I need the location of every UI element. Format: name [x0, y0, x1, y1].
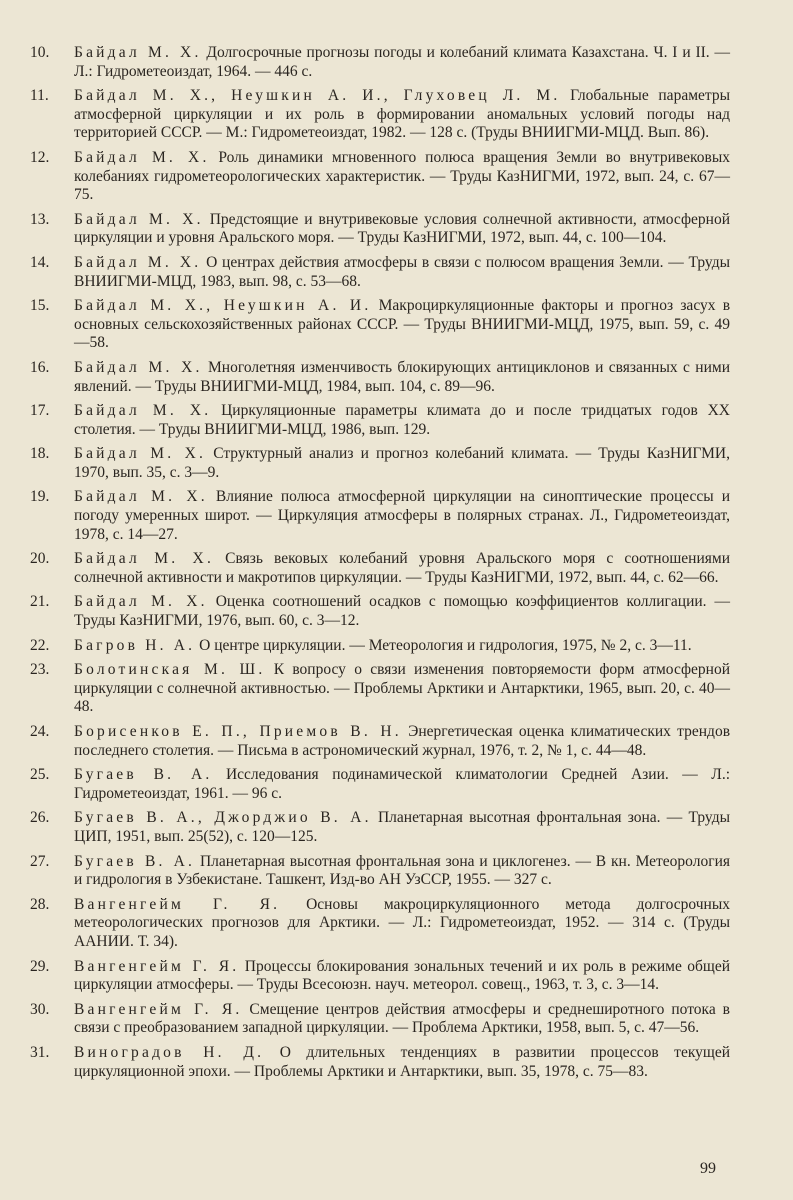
reference-text: Роль динамики мгновенного полюса вращения Земли во внутривековых колебаниях гидрометеорологических характеристик. — Труды КазНИГМИ, 1972, вып. 24, с. 67—75. [74, 148, 730, 204]
reference-text-block [74, 149, 730, 205]
reference-item [30, 359, 730, 396]
reference-number: 30. [30, 1000, 50, 1018]
reference-text: Связь вековых колебаний уровня Аральского моря с соотношениями солнечной активности и макротипов циркуляции. — Труды КазНИГМИ, 1972, вып. 44, с. 62—66. [74, 550, 730, 586]
reference-text: Предстоящие и внутривековые условия солнечной активности, атмосферной циркуляции и уровня Аральского моря. — Труды КазНИГМИ, 1972, вып. 44, с. 100—104. [74, 210, 730, 247]
reference-item [30, 149, 730, 205]
reference-text-block [74, 896, 730, 952]
reference-author: Вангенгейм Г. Я. [74, 1000, 243, 1018]
reference-text-block [74, 661, 730, 717]
reference-text-block [74, 550, 730, 587]
reference-author: Байдал М. Х. [74, 402, 212, 420]
reference-item [30, 445, 730, 482]
reference-text-block [74, 402, 730, 439]
reference-number: 28. [30, 895, 50, 913]
reference-author: Вангенгейм Г. Я. [74, 957, 240, 975]
reference-item [30, 402, 730, 439]
reference-text: К вопросу о связи изменения повторяемости форм атмосферной циркуляции с солнечной активностью. — Проблемы Арктики и Антарктики, 1965, вып. 20, с. 40—48. [74, 661, 731, 716]
reference-number: 31. [30, 1043, 50, 1061]
reference-text: Оценка соотношений осадков с помощью коэффициентов коллигации. — Труды КазНИГМИ, 1976, вып. 60, с. 3—12. [74, 593, 731, 630]
reference-number: 26. [30, 809, 50, 827]
reference-text-block [74, 766, 730, 803]
reference-number: 13. [30, 210, 50, 228]
reference-text: Планетарная высотная фронтальная зона и циклогенез. — В кн. Метеорология и гидрология в Узбекистане. Ташкент, Изд-во АН УзССР, 1955. — 327 с. [74, 852, 730, 889]
reference-number: 20. [30, 550, 50, 568]
reference-number: 19. [30, 488, 50, 506]
reference-text-block [74, 637, 730, 656]
reference-item [30, 809, 730, 846]
reference-item [30, 87, 730, 143]
reference-text: О центре циркуляции. — Метеорология и гидрология, 1975, № 2, с. 3—11. [199, 636, 692, 654]
reference-number: 10. [30, 44, 50, 61]
reference-text: Планетарная высотная фронтальная зона. — Труды ЦИП, 1951, вып. 25(52), с. 120—125. [74, 809, 730, 845]
reference-list [30, 44, 730, 1087]
reference-author: Вангенгейм Г. Я. [74, 895, 281, 913]
reference-text: Долгосрочные прогнозы погоды и колебаний климата Казахстана. Ч. I и II. — Л.: Гидрометеоиздат, 1964. — 446 с. [74, 44, 731, 80]
reference-number: 17. [30, 402, 50, 420]
reference-text-block [74, 723, 730, 760]
reference-author: Байдал М. Х. [74, 488, 208, 506]
reference-author: Бугаев В. А. [74, 766, 213, 784]
reference-author: Байдал М. Х., Неушкин А. И. [74, 297, 372, 315]
reference-text-block [74, 254, 730, 291]
reference-author: Байдал М. Х. [74, 550, 215, 568]
reference-text: Смещение центров действия атмосферы и среднеширотного потока в связи с преобразованием западной циркуляции. — Проблема Арктики, 1958, вып. 5, с. 47—56. [74, 1000, 730, 1037]
reference-item [30, 661, 730, 717]
reference-item [30, 44, 730, 81]
reference-author: Багров Н. А. [74, 636, 196, 654]
reference-item [30, 1001, 730, 1038]
reference-number: 24. [30, 723, 50, 740]
reference-number: 16. [30, 358, 50, 376]
reference-text-block [74, 445, 730, 482]
reference-text-block [74, 297, 730, 353]
reference-author: Байдал М. Х. [74, 210, 204, 228]
reference-author: Байдал М. Х. [74, 358, 203, 376]
reference-item [30, 853, 730, 890]
reference-text: Энергетическая оценка климатических трендов последнего столетия. — Письма в астрономический журнал, 1976, т. 2, № 1, с. 44—48. [74, 723, 731, 759]
reference-number: 29. [30, 957, 50, 975]
reference-number: 18. [30, 445, 50, 463]
reference-text: Глобальные параметры атмосферной циркуляции и их роль в формировании аномальных условий погоды над территорией СССР. — М.: Гидрометеоиздат, 1982. — 128 с. (Труды ВНИИГМИ-МЦД. Вып. 86). [74, 87, 731, 142]
reference-text: Процессы блокирования зональных течений и их роль в режиме общей циркуляции атмосферы. — Труды Всесоюзн. науч. метеорол. совещ., 1963, т. 3, с. 3—14. [74, 957, 730, 994]
reference-item [30, 723, 730, 760]
reference-author: Байдал М. Х. [74, 593, 208, 611]
reference-text-block [74, 958, 730, 995]
reference-text-block [74, 488, 730, 544]
reference-author: Бугаев В. А., Джорджио В. А. [74, 809, 372, 827]
reference-item [30, 211, 730, 248]
reference-text-block [74, 1044, 730, 1081]
reference-author: Байдал М. Х., Неушкин А. И., Глуховец Л. М. [74, 87, 561, 105]
reference-item [30, 593, 730, 630]
reference-text: О центрах действия атмосферы в связи с полюсом вращения Земли. — Труды ВНИИГМИ-МЦД, 1983, вып. 98, с. 53—68. [74, 253, 730, 290]
reference-number: 21. [30, 593, 50, 611]
reference-author: Виноградов Н. Д. [74, 1043, 265, 1061]
reference-text-block [74, 359, 730, 396]
reference-text: Макроциркуляционные факторы и прогноз засух в основных сельскохозяйственных районах СССР. — Труды ВНИИГМИ-МЦД, 1975, вып. 59, с. 49—58. [74, 297, 731, 352]
reference-item [30, 488, 730, 544]
reference-author: Болотинская М. Ш. [74, 661, 266, 679]
reference-text: Циркуляционные параметры климата до и после тридцатых годов XX столетия. — Труды ВНИИГМИ-МЦД, 1986, вып. 129. [74, 402, 730, 438]
reference-text-block [74, 1001, 730, 1038]
reference-item [30, 958, 730, 995]
reference-text-block [74, 593, 730, 630]
reference-number: 11. [30, 87, 49, 105]
reference-author: Борисенков Е. П., Приемов В. Н. [74, 723, 402, 740]
reference-text: Структурный анализ и прогноз колебаний климата. — Труды КазНИГМИ, 1970, вып. 35, с. 3—9. [74, 445, 731, 481]
reference-text: О длительных тенденциях в развитии процессов текущей циркуляционной эпохи. — Проблемы Арктики и Антарктики, вып. 35, 1978, с. 75—83. [74, 1043, 731, 1080]
reference-author: Байдал М. Х. [74, 445, 207, 463]
reference-item [30, 637, 730, 656]
reference-item [30, 550, 730, 587]
reference-text-block [74, 87, 730, 143]
reference-number: 12. [30, 148, 50, 166]
page-number: 99 [700, 1160, 716, 1177]
reference-text-block [74, 211, 730, 248]
reference-text-block [74, 44, 730, 81]
reference-item [30, 766, 730, 803]
reference-item [30, 297, 730, 353]
reference-author: Байдал М. Х. [74, 253, 202, 271]
reference-number: 22. [30, 636, 50, 654]
reference-text: Исследования подинамической климатологии Средней Азии. — Л.: Гидрометеоиздат, 1961. — 96 с. [74, 766, 730, 802]
reference-text: Основы макроциркуляционного метода долгосрочных метеорологических прогнозов для Арктики. — Л.: Гидрометеоиздат, 1952. — 314 с. (Труды ААНИИ. Т. 34). [74, 895, 730, 950]
reference-author: Байдал М. Х. [74, 44, 202, 61]
reference-item [30, 896, 730, 952]
reference-text: Многолетняя изменчивость блокирующих антициклонов и связанных с ними явлений. — Труды ВНИИГМИ-МЦД, 1984, вып. 104, с. 89—96. [74, 358, 730, 395]
reference-number: 14. [30, 253, 50, 271]
reference-item [30, 1044, 730, 1081]
reference-number: 27. [30, 852, 50, 870]
reference-text: Влияние полюса атмосферной циркуляции на синоптические процессы и погоду умеренных широт. — Циркуляция атмосферы в полярных странах. Л., Гидрометеоиздат, 1978, с. 14—27. [74, 488, 730, 543]
reference-text-block [74, 853, 730, 890]
reference-author: Бугаев В. А. [74, 852, 196, 870]
reference-number: 15. [30, 297, 50, 315]
reference-text-block [74, 809, 730, 846]
reference-author: Байдал М. Х. [74, 148, 210, 166]
reference-number: 23. [30, 661, 50, 679]
reference-number: 25. [30, 766, 50, 784]
reference-item [30, 254, 730, 291]
